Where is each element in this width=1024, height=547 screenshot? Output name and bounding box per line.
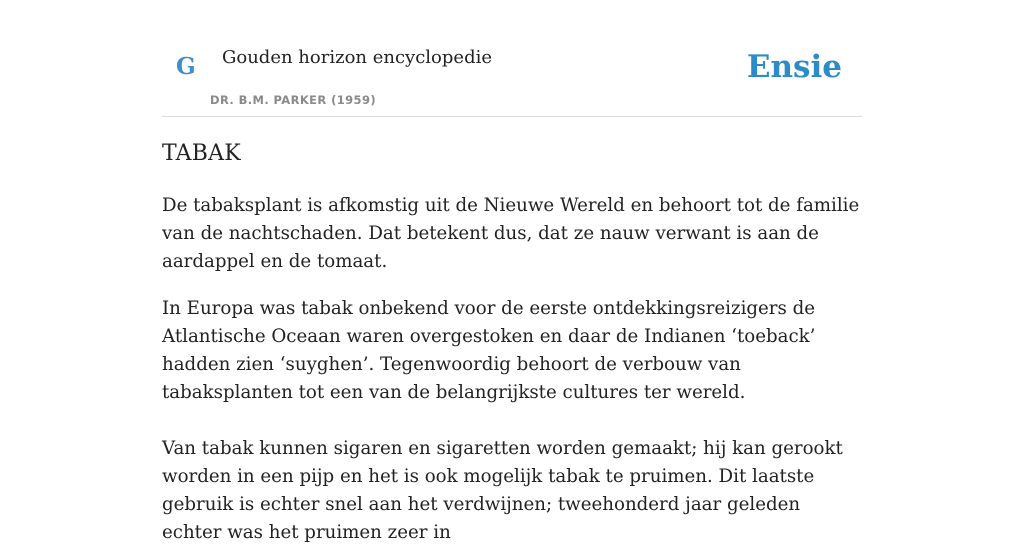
header xyxy=(162,0,862,117)
paragraph: In Europa was tabak onbekend voor de eerste ontdekkingsreizigers de Atlantische Oceaan waren overgestoken en daar de Indianen ‘toeback’ hadden zien ‘suyghen’. Tegenwoordig behoort de verbouw van tabaksplanten tot een van de belangrijkste cultures ter wereld. xyxy=(162,298,816,403)
author-label: DR. B.M. PARKER (1959) xyxy=(210,93,377,107)
entry-title: TABAK xyxy=(162,141,241,166)
paragraph: De tabaksplant is afkomstig uit de Nieuwe Wereld en behoort tot de familie van de nachtschaden. Dat betekent dus, dat ze nauw verwant is aan de aardappel en de tomaat. xyxy=(162,195,860,272)
paragraph: Van tabak kunnen sigaren en sigaretten worden gemaakt; hij kan gerookt worden in een pijp en het is ook mogelijk tabak te pruimen. Dit laatste gebruik is echter snel aan het verdwijnen; tweehonderd jaar geleden echter was het pruimen zeer in xyxy=(162,438,843,543)
entry-content xyxy=(162,192,862,547)
book-title-link[interactable]: Gouden horizon encyclopedie xyxy=(222,47,492,68)
ensie-logo-link[interactable]: Ensie xyxy=(746,49,842,85)
source-logo-icon[interactable]: G xyxy=(176,53,196,80)
